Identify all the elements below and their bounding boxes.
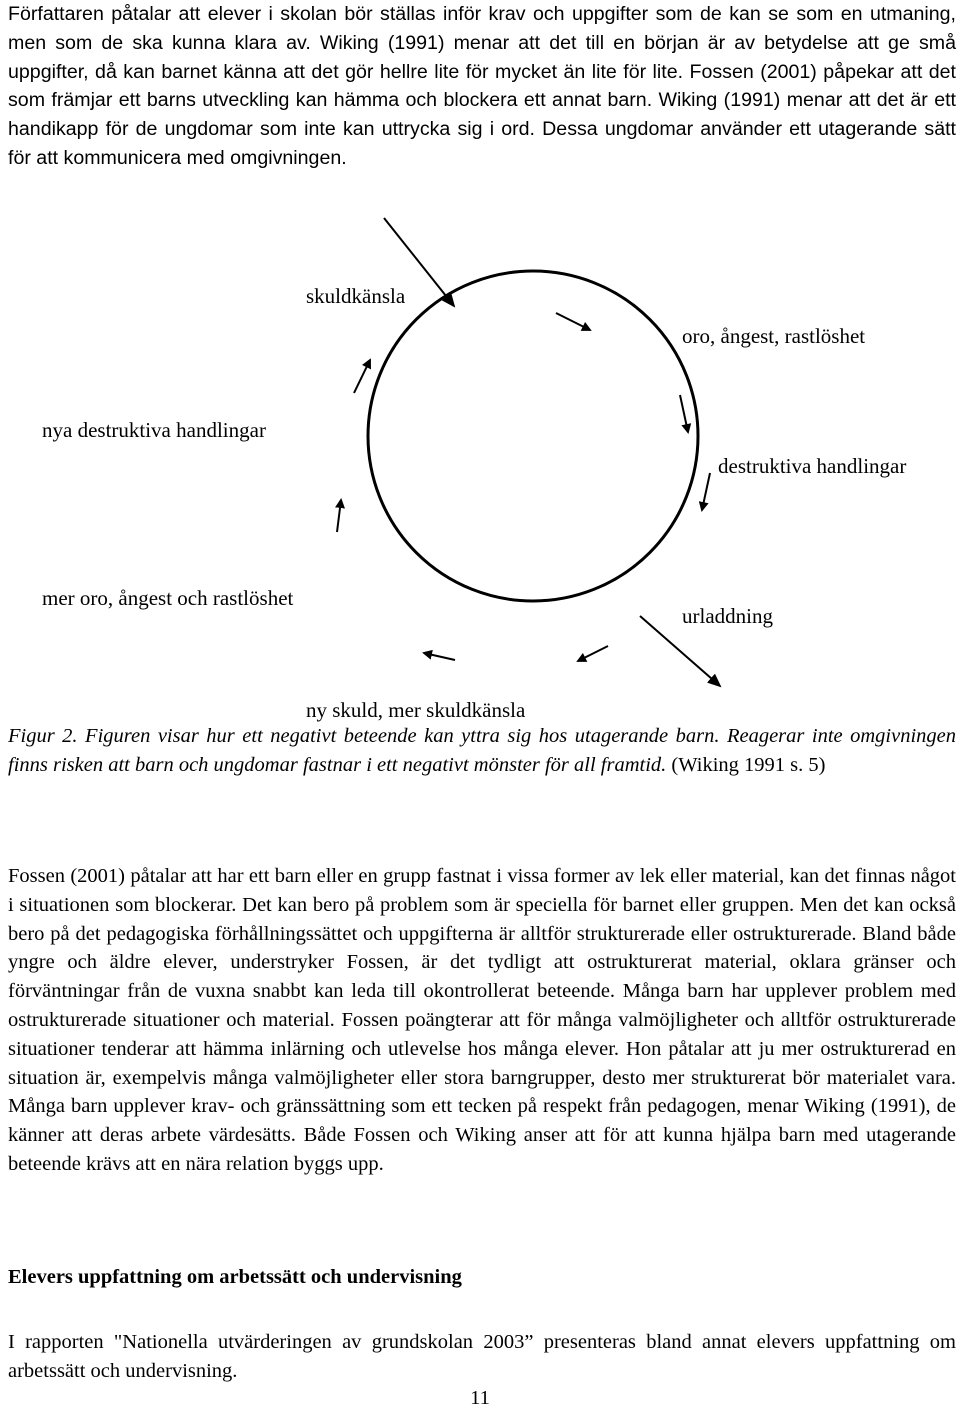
cycle-arrow-4	[578, 646, 608, 661]
label-urladdning: urladdning	[682, 604, 773, 628]
cycle-arrow-3	[702, 473, 710, 510]
cycle-circle	[368, 271, 698, 601]
label-nya-destruktiva-handlingar: nya destruktiva handlingar	[42, 418, 266, 442]
label-skuldkansla: skuldkänsla	[306, 284, 406, 308]
negative-behavior-cycle-diagram	[0, 190, 960, 720]
cycle-arrow-1	[556, 313, 590, 330]
figure-caption	[8, 722, 956, 780]
cycle-arrow-7	[354, 360, 370, 393]
caption-reference: (Wiking 1991 s. 5)	[671, 753, 826, 776]
cycle-arrow-6	[337, 500, 341, 532]
caption-text: Figur 2. Figuren visar hur ett negativt beteende kan yttra sig hos utagerande barn. Reagerar inte omgivningen finns risken att barn och ungdomar fastnar i ett negativt mönster för all framtid.	[8, 725, 956, 776]
section-paragraph: I rapporten "Nationella utvärderingen av grundskolan 2003” presenteras bland annat elevers uppfattning om arbetssätt och undervisning.	[8, 1331, 956, 1382]
label-destruktiva-handlingar: destruktiva handlingar	[718, 454, 907, 478]
intro-paragraph: Författaren påtalar att elever i skolan bör ställas inför krav och uppgifter som de kan se som en utmaning, men som de ska kunna klara av. Wiking (1991) menar att det till en början är av betydelse att ge små uppgifter, då kan barnet känna att det gör hellre lite för mycket än lite för lite. Fossen (2001) påpekar att det som främjar ett barns utveckling kan hämma och blockera ett annat barn. Wiking (1991) menar att det är ett handikapp för de ungdomar som inte kan uttrycka sig i ord. Dessa ungdomar använder ett utagerande sätt för att kommunicera med omgivningen.	[8, 3, 956, 169]
cycle-arrow-2	[680, 395, 688, 432]
body-paragraph: Fossen (2001) påtalar att har ett barn eller en grupp fastnat i vissa former av lek eller material, kan det finnas något i situationen som blockerar. Det kan bero på problem som är speciella för barnet eller gruppen. Men det kan också bero på det pedagogiska förhållningssättet och uppgifterna är alltför strukturerade eller ostrukturerade. Bland både yngre och äldre elever, understryker Fossen, är det tydligt att ostrukturerat material, oklara gränser och förväntningar från de vuxna snabbt kan leda till okontrollerat beteende. Många barn har upplever problem med ostrukturerade situationer och material. Fossen poängterar att för många valmöjligheter och alltför ostrukturerade situationer tenderar att hämma inlärning och utlevelse hos många elever. Hon påtalar att ju mer ostrukturerad en situation är, exempelvis många valmöjligheter eller stora barngrupper, desto mer strukturerat bör materialet vara. Många barn upplever krav- och gränssättning som ett tecken på respekt från pedagogen, menar Wiking (1991), de känner att deras arbete värdesätts. Både Fossen och Wiking anser att för att kunna hjälpa barn med utagerande beteende krävs att en nära relation byggs upp.	[8, 865, 956, 1175]
label-oro-angest-rastloshet: oro, ångest, rastlöshet	[682, 324, 866, 348]
cycle-arrow-5	[424, 653, 455, 660]
label-ny-skuld: ny skuld, mer skuldkänsla	[306, 698, 526, 722]
page-number: 11	[470, 1387, 490, 1409]
label-mer-oro-angest: mer oro, ångest och rastlöshet	[42, 586, 294, 610]
section-heading: Elevers uppfattning om arbetssätt och undervisning	[8, 1266, 462, 1288]
